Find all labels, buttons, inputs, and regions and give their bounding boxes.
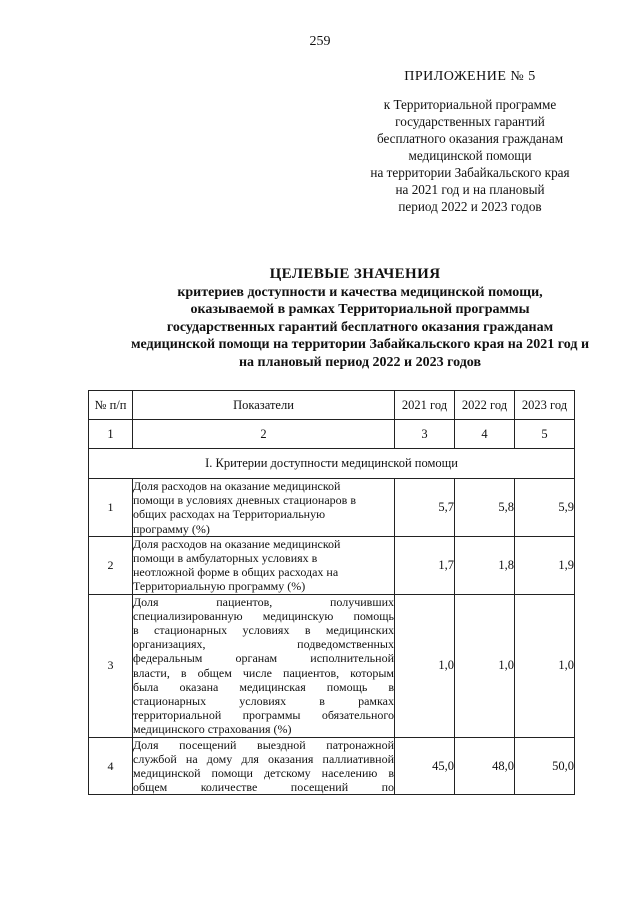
indicator-line: медицинского страхования (%) [133, 722, 292, 737]
indicator-line: территориальной программы обязательного [133, 708, 394, 723]
appendix-line: медицинской помощи [408, 148, 532, 163]
appendix-line: на территории Забайкальского края [370, 165, 570, 180]
indicator-line: медицинской помощи детскому населению в [133, 766, 394, 781]
row-number: 4 [89, 737, 133, 795]
indicator-line: организациях, подведомственных [133, 637, 394, 652]
indicator-line: неотложной форме в общих расходах на [133, 565, 339, 580]
value-2021: 5,7 [395, 479, 455, 537]
indicator-line: программу (%) [133, 521, 210, 536]
indicator-line: Доля расходов на оказание медицинской [133, 536, 341, 551]
indicator-line: помощи в условиях дневных стационаров в [133, 493, 357, 508]
appendix-line: государственных гарантий [395, 114, 545, 129]
header-2022: 2022 год [455, 391, 515, 420]
value-2022: 1,8 [455, 536, 515, 594]
indicator-line: общем количестве посещений по [133, 780, 394, 795]
section-row [89, 449, 575, 479]
indicator-text [133, 536, 395, 594]
indicator-line: помощи в амбулаторных условиях в [133, 551, 318, 566]
document-title [80, 266, 640, 371]
title-line: государственных гарантий бесплатного оказания гражданам [166, 319, 554, 335]
indicator-line: Территориальную программу (%) [133, 579, 306, 594]
value-2023: 5,9 [515, 479, 575, 537]
title-line: оказываемой в рамках Территориальной программы [190, 302, 530, 317]
header-indicator: Показатели [133, 391, 395, 420]
title-line: критериев доступности и качества медицинской помощи, [177, 284, 543, 300]
appendix-line: на 2021 год и на плановый [395, 182, 545, 197]
value-2023: 50,0 [515, 737, 575, 795]
row-number: 2 [89, 536, 133, 594]
indicator-line: власти, в общем числе пациентов, которым [133, 665, 394, 680]
column-number: 5 [515, 420, 575, 449]
table-row [89, 536, 575, 594]
value-2021: 1,0 [395, 594, 455, 737]
indicator-line: федеральным органам исполнительной [133, 651, 394, 666]
indicator-line: Доля посещений выездной патронажной [133, 737, 394, 752]
title-line: медицинской помощи на территории Забайкальского края на 2021 год и [130, 337, 590, 352]
value-2023: 1,9 [515, 536, 575, 594]
row-number: 3 [89, 594, 133, 737]
value-2022: 1,0 [455, 594, 515, 737]
header-2023: 2023 год [515, 391, 575, 420]
indicator-line: специализированную медицинскую помощь [133, 608, 394, 623]
page-number: 259 [309, 34, 331, 49]
appendix-block [355, 68, 585, 215]
indicator-text [133, 737, 395, 795]
title-line: ЦЕЛЕВЫЕ ЗНАЧЕНИЯ [269, 266, 441, 282]
appendix-line: период 2022 и 2023 годов [398, 199, 542, 214]
appendix-line: бесплатного оказания гражданам [376, 131, 564, 146]
column-number: 4 [455, 420, 515, 449]
title-line: на плановый период 2022 и 2023 годов [238, 354, 482, 370]
column-number: 3 [395, 420, 455, 449]
section-title: I. Критерии доступности медицинской помощи [89, 449, 575, 479]
appendix-heading: ПРИЛОЖЕНИЕ № 5 [404, 69, 536, 84]
table-row [89, 594, 575, 737]
indicator-line: общих расходах на Территориальную [133, 507, 326, 522]
table-row [89, 479, 575, 537]
indicator-line: службой на дому для оказания паллиативной [133, 751, 394, 766]
column-number: 1 [89, 420, 133, 449]
table-header-row [89, 391, 575, 420]
appendix-line: к Территориальной программе [383, 97, 557, 112]
indicator-line: стационарных условиях в рамках [133, 694, 394, 709]
table-row [89, 737, 575, 795]
value-2021: 1,7 [395, 536, 455, 594]
indicator-line: Доля расходов на оказание медицинской [133, 479, 341, 493]
indicator-text [133, 594, 395, 737]
column-numbers-row [89, 420, 575, 449]
indicator-line: в стационарных условиях в медицинских [133, 623, 394, 638]
value-2022: 5,8 [455, 479, 515, 537]
value-2023: 1,0 [515, 594, 575, 737]
value-2021: 45,0 [395, 737, 455, 795]
header-2021: 2021 год [395, 391, 455, 420]
indicator-line: Доля пациентов, получивших [133, 594, 394, 609]
criteria-table [88, 390, 575, 795]
row-number: 1 [89, 479, 133, 537]
indicator-line: была оказана медицинская помощь в [133, 679, 394, 694]
indicator-text [133, 479, 395, 537]
column-number: 2 [133, 420, 395, 449]
header-number: № п/п [89, 391, 133, 420]
value-2022: 48,0 [455, 737, 515, 795]
